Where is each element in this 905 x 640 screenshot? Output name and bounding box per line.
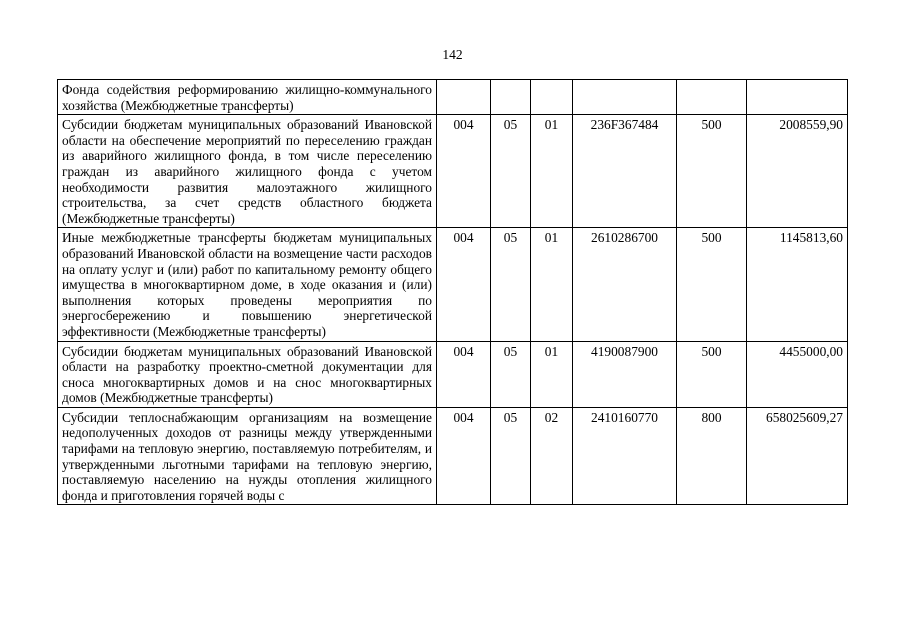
row-expense-type-code: 500 xyxy=(677,115,747,228)
table-row xyxy=(58,115,848,228)
row-grbs-code: 004 xyxy=(437,115,491,228)
row-amount: 658025609,27 xyxy=(747,407,848,505)
table-row xyxy=(58,407,848,505)
row-target-article-code xyxy=(573,80,677,115)
row-expense-type-code: 500 xyxy=(677,228,747,341)
row-grbs-code: 004 xyxy=(437,228,491,341)
row-target-article-code: 236F367484 xyxy=(573,115,677,228)
page-number: 142 xyxy=(442,47,463,62)
row-section-code: 05 xyxy=(491,407,531,505)
row-target-article-code: 2610286700 xyxy=(573,228,677,341)
row-description: Иные межбюджетные трансферты бюджетам муниципальных образований Ивановской области на возмещение части расходов на оплату услуг и (или) работ по капитальному ремонту общего имущества в многоквартирном доме, в ходе оказания и (или) выполнения которых проведены мероприятия по энергосбережению и повышению энергетической эффективности (Межбюджетные трансферты) xyxy=(58,228,437,341)
row-amount: 2008559,90 xyxy=(747,115,848,228)
row-description: Фонда содействия реформированию жилищно-коммунального хозяйства (Межбюджетные трансферты) xyxy=(58,80,437,115)
row-amount: 4455000,00 xyxy=(747,341,848,407)
row-subsection-code: 01 xyxy=(531,341,573,407)
row-grbs-code: 004 xyxy=(437,407,491,505)
row-grbs-code xyxy=(437,80,491,115)
row-expense-type-code: 800 xyxy=(677,407,747,505)
table-row xyxy=(58,80,848,115)
row-subsection-code: 01 xyxy=(531,228,573,341)
row-target-article-code: 2410160770 xyxy=(573,407,677,505)
row-expense-type-code: 500 xyxy=(677,341,747,407)
table-row xyxy=(58,228,848,341)
row-grbs-code: 004 xyxy=(437,341,491,407)
row-subsection-code xyxy=(531,80,573,115)
row-subsection-code: 01 xyxy=(531,115,573,228)
row-description: Субсидии теплоснабжающим организациям на возмещение недополученных доходов от разницы между утвержденными тарифами на тепловую энергию, поставляемую потребителям, и утвержденными льготными тарифами на тепловую энергию, поставляемую населению на нужды отопления жилищного фонда и приготовления горячей воды с xyxy=(58,407,437,505)
row-subsection-code: 02 xyxy=(531,407,573,505)
row-section-code: 05 xyxy=(491,115,531,228)
row-target-article-code: 4190087900 xyxy=(573,341,677,407)
row-section-code: 05 xyxy=(491,341,531,407)
row-expense-type-code xyxy=(677,80,747,115)
table-row xyxy=(58,341,848,407)
row-description: Субсидии бюджетам муниципальных образований Ивановской области на обеспечение мероприятий по переселению граждан из аварийного жилищного фонда, в том числе переселению граждан из аварийного жилищного фонда с учетом необходимости развития малоэтажного жилищного строительства, за счет средств областного бюджета (Межбюджетные трансферты) xyxy=(58,115,437,228)
row-amount: 1145813,60 xyxy=(747,228,848,341)
row-description: Субсидии бюджетам муниципальных образований Ивановской области на разработку проектно-сметной документации для сноса многоквартирных домов и на снос многоквартирных домов (Межбюджетные трансферты) xyxy=(58,341,437,407)
row-section-code xyxy=(491,80,531,115)
row-section-code: 05 xyxy=(491,228,531,341)
row-amount xyxy=(747,80,848,115)
budget-table xyxy=(57,79,848,505)
